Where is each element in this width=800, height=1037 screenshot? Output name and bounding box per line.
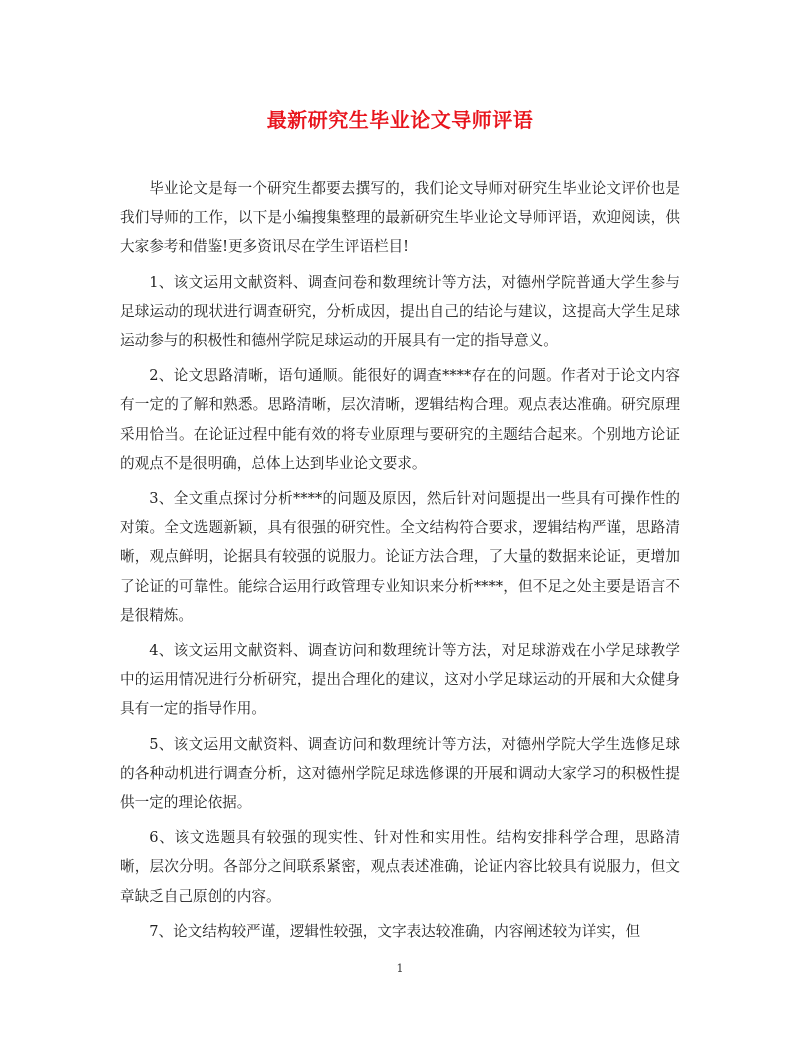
comment-paragraph-5: 5、该文运用文献资料、调查访问和数理统计等方法，对德州学院大学生选修足球的各种动机进行调查分析，这对德州学院足球选修课的开展和调动大家学习的积极性提供一定的理论依据。: [120, 735, 680, 812]
comment-paragraph-2: 2、论文思路清晰，语句通顺。能很好的调查****存在的问题。作者对于论文内容有一定的了解和熟悉。思路清晰，层次清晰，逻辑结构合理。观点表达准确。研究原理采用恰当。在论证过程中能有效的将专业原理与要研究的主题结合起来。个别地方论证的观点不是很明确，总体上达到毕业论文要求。: [120, 367, 680, 472]
comment-paragraph-3: 3、全文重点探讨分析****的问题及原因，然后针对问题提出一些具有可操作性的对策。全文选题新颖，具有很强的研究性。全文结构符合要求，逻辑结构严谨，思路清晰，观点鲜明，论据具有较强的说服力。论证方法合理，了大量的数据来论证，更增加了论证的可靠性。能综合运用行政管理专业知识来分析****，但不足之处主要是语言不是很精炼。: [120, 490, 680, 624]
comment-paragraph-1: 1、该文运用文献资料、调查问卷和数理统计等方法，对德州学院普通大学生参与足球运动的现状进行调查研究，分析成因，提出自己的结论与建议，这提高大学生足球运动参与的积极性和德州学院足球运动的开展具有一定的指导意义。: [120, 273, 680, 350]
document-body: [120, 174, 680, 952]
page-number: 1: [396, 962, 404, 975]
document-title: 最新研究生毕业论文导师评语: [266, 108, 534, 132]
comment-paragraph-4: 4、该文运用文献资料、调查访问和数理统计等方法，对足球游戏在小学足球教学中的运用情况进行分析研究，提出合理化的建议，这对小学足球运动的开展和大众健身具有一定的指导作用。: [120, 642, 680, 718]
comment-paragraph-7: 7、论文结构较严谨，逻辑性较强，文字表达较准确，内容阐述较为详实，但: [149, 922, 641, 940]
comment-paragraph-6: 6、该文选题具有较强的现实性、针对性和实用性。结构安排科学合理，思路清晰，层次分明。各部分之间联系紧密，观点表述准确，论证内容比较具有说服力，但文章缺乏自己原创的内容。: [120, 829, 680, 905]
intro-paragraph: 毕业论文是每一个研究生都要去撰写的，我们论文导师对研究生毕业论文评价也是我们导师的工作，以下是小编搜集整理的最新研究生毕业论文导师评语，欢迎阅读，供大家参考和借鉴!更多资讯尽在学生评语栏目!: [120, 180, 680, 256]
